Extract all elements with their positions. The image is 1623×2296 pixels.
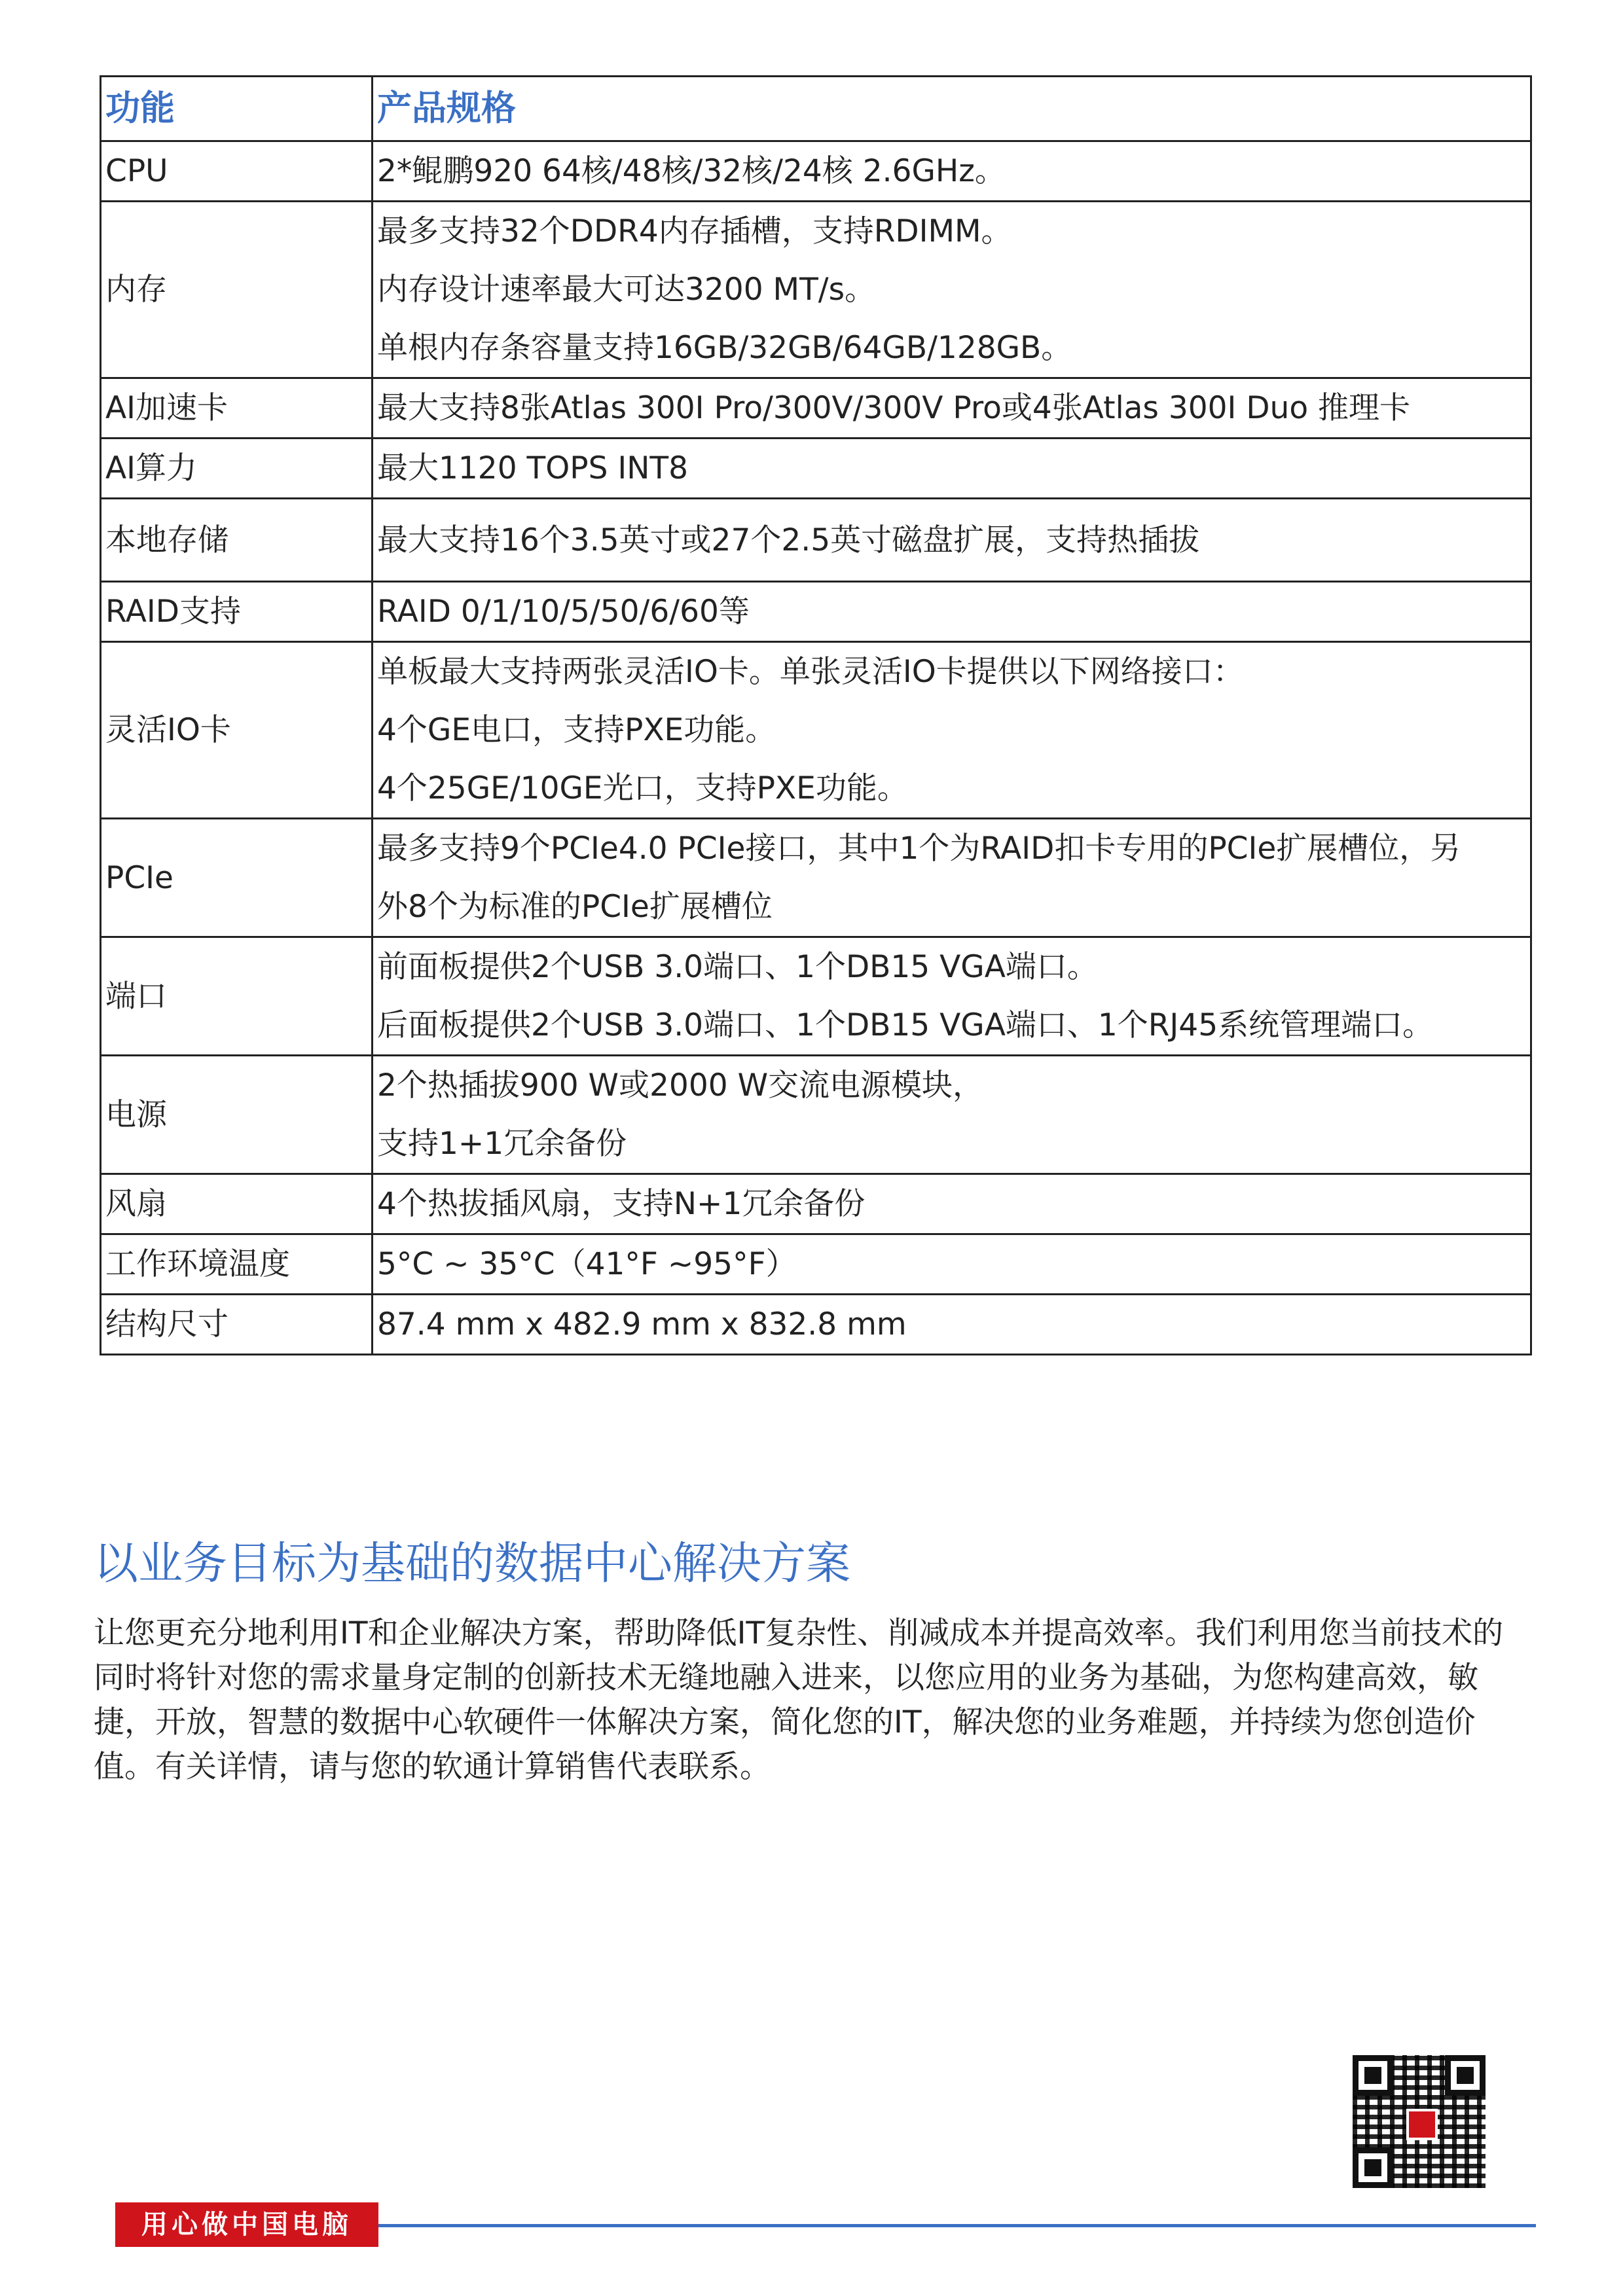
spec-label: AI算力 — [101, 439, 373, 499]
spec-label: 端口 — [101, 937, 373, 1056]
spec-value — [373, 1056, 1531, 1174]
section-body: 让您更充分地利用IT和企业解决方案，帮助降低IT复杂性、削减成本并提高效率。我们利用您当前技术的同时将针对您的需求量身定制的创新技术无缝地融入进来，以您应用的业务为基础，为您构建高效，敏捷，开放，智慧的数据中心软硬件一体解决方案，简化您的IT，解决您的业务难题，并持续为您创造价值。有关详情，请与您的软通计算销售代表联系。 — [94, 1615, 1504, 1785]
spec-row — [101, 1234, 1531, 1295]
qr-finder-bottom-left — [1353, 2147, 1393, 2188]
spec-value-line: 4个GE电口，支持PXE功能。 — [377, 712, 776, 748]
spec-row — [101, 378, 1531, 439]
spec-value — [373, 499, 1531, 582]
spec-table — [100, 75, 1532, 1355]
spec-value-line: 最多支持32个DDR4内存插槽，支持RDIMM。 — [377, 213, 1012, 249]
spec-row — [101, 439, 1531, 499]
header-feature: 功能 — [101, 77, 373, 141]
qr-code — [1353, 2055, 1486, 2188]
spec-label: 灵活IO卡 — [101, 642, 373, 819]
spec-value — [373, 378, 1531, 439]
spec-value-line: 4个热拔插风扇，支持N+1冗余备份 — [377, 1186, 866, 1222]
spec-value — [373, 439, 1531, 499]
spec-value — [373, 582, 1531, 642]
spec-label: 本地存储 — [101, 499, 373, 582]
spec-label: CPU — [101, 141, 373, 202]
spec-row — [101, 202, 1531, 378]
qr-logo-icon — [1406, 2109, 1438, 2140]
spec-value — [373, 1234, 1531, 1295]
section-title: 以业务目标为基础的数据中心解决方案 — [94, 1538, 851, 1590]
spec-value-line: 支持1+1冗余备份 — [377, 1126, 627, 1162]
spec-value-line: RAID 0/1/10/5/50/6/60等 — [377, 594, 750, 630]
spec-row — [101, 1295, 1531, 1355]
spec-label: RAID支持 — [101, 582, 373, 642]
spec-value-line: 外8个为标准的PCIe扩展槽位 — [377, 889, 773, 925]
spec-value — [373, 1174, 1531, 1234]
spec-label: PCIe — [101, 819, 373, 937]
spec-value-line: 最多支持9个PCIe4.0 PCIe接口，其中1个为RAID扣卡专用的PCIe扩展槽位，另 — [377, 831, 1461, 867]
spec-label: 风扇 — [101, 1174, 373, 1234]
spec-row — [101, 499, 1531, 582]
spec-value-line: 4个25GE/10GE光口，支持PXE功能。 — [377, 770, 908, 806]
header-spec: 产品规格 — [373, 77, 1531, 141]
qr-finder-top-right — [1445, 2055, 1486, 2096]
spec-value — [373, 819, 1531, 937]
spec-value-line: 前面板提供2个USB 3.0端口、1个DB15 VGA端口。 — [377, 949, 1098, 985]
spec-row — [101, 819, 1531, 937]
spec-value-line: 最大1120 TOPS INT8 — [377, 450, 689, 486]
spec-value — [373, 1295, 1531, 1355]
spec-row — [101, 1174, 1531, 1234]
spec-label: AI加速卡 — [101, 378, 373, 439]
spec-value-line: 87.4 mm x 482.9 mm x 832.8 mm — [377, 1306, 907, 1342]
spec-row — [101, 141, 1531, 202]
qr-finder-top-left — [1353, 2055, 1393, 2096]
spec-value — [373, 642, 1531, 819]
spec-row — [101, 642, 1531, 819]
spec-value-line: 单板最大支持两张灵活IO卡。单张灵活IO卡提供以下网络接口： — [377, 654, 1244, 690]
spec-value-line: 2个热插拔900 W或2000 W交流电源模块， — [377, 1067, 984, 1103]
spec-label: 内存 — [101, 202, 373, 378]
spec-label: 电源 — [101, 1056, 373, 1174]
spec-value-line: 单根内存条容量支持16GB/32GB/64GB/128GB。 — [377, 330, 1072, 366]
spec-value-line: 最大支持16个3.5英寸或27个2.5英寸磁盘扩展，支持热插拔 — [377, 522, 1200, 558]
spec-table-header — [101, 77, 1531, 141]
spec-label: 工作环境温度 — [101, 1234, 373, 1295]
spec-value-line: 2*鲲鹏920 64核/48核/32核/24核 2.6GHz。 — [377, 153, 1006, 189]
spec-value — [373, 937, 1531, 1056]
footer-divider — [378, 2224, 1536, 2227]
spec-value — [373, 141, 1531, 202]
spec-row — [101, 582, 1531, 642]
spec-row — [101, 1056, 1531, 1174]
footer-slogan-badge: 用心做中国电脑 — [115, 2202, 378, 2247]
spec-label: 结构尺寸 — [101, 1295, 373, 1355]
spec-row — [101, 937, 1531, 1056]
spec-value-line: 最大支持8张Atlas 300I Pro/300V/300V Pro或4张Atlas 300I Duo 推理卡 — [377, 390, 1411, 426]
spec-value-line: 5°C ~ 35°C（41°F ~95°F） — [377, 1246, 797, 1282]
spec-value-line: 内存设计速率最大可达3200 MT/s。 — [377, 272, 876, 308]
spec-value-line: 后面板提供2个USB 3.0端口、1个DB15 VGA端口、1个RJ45系统管理端口。 — [377, 1007, 1434, 1043]
spec-value — [373, 202, 1531, 378]
